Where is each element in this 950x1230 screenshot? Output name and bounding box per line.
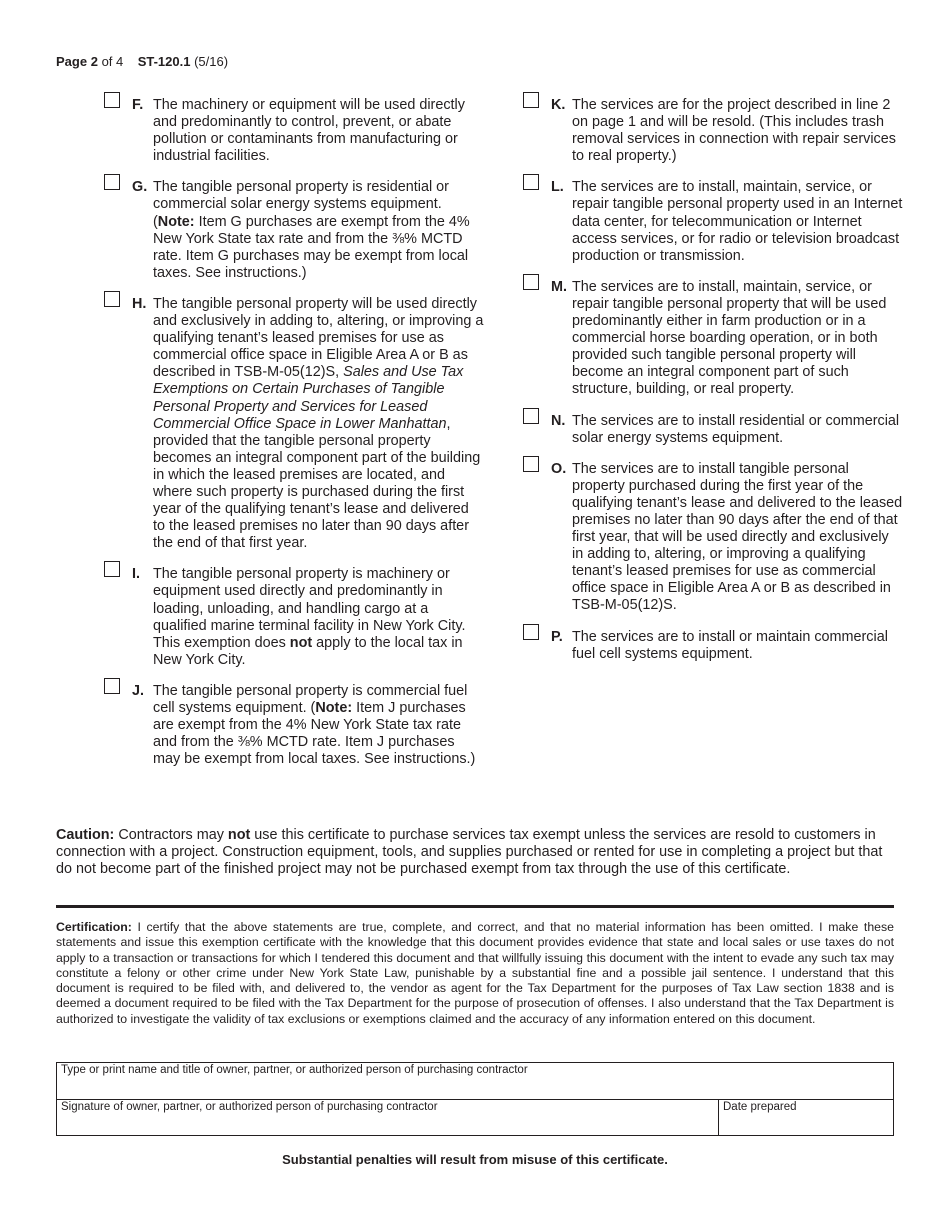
exemption-checkbox-m[interactable] bbox=[523, 274, 539, 290]
exemption-item-i bbox=[104, 561, 484, 669]
exemption-text: The services are to install, maintain, service, or repair tangible personal property used in an Internet data center, for telecommunication or Internet access services, or for radio or television broadcast production or transmission. bbox=[572, 179, 903, 264]
page-header bbox=[56, 54, 228, 69]
page-of: of 4 bbox=[101, 54, 124, 69]
exemption-item-n bbox=[523, 408, 903, 447]
exemption-item-m bbox=[523, 274, 903, 399]
exemption-letter: H. bbox=[132, 295, 147, 312]
caution-notice: Caution: Contractors may not use this certificate to purchase services tax exempt unless the services are resold to customers in connection with a project. Construction equipment, tools, and supplies purchased or rented for use in completing a project but that do not become part of the finished project may not be purchased exempt from tax through the use of this certificate. bbox=[56, 827, 883, 878]
exemption-checkbox-f[interactable] bbox=[104, 92, 120, 108]
exemption-letter: L. bbox=[551, 179, 564, 196]
exemption-text: The services are to install residential or commercial solar energy systems equipment. bbox=[572, 412, 900, 446]
exemption-text: The tangible personal property will be used directly and exclusively in adding to, altering, or improving a qualifying tenant’s leased premises for use as commercial office space in Eligible Area A or B as described in TSB-M-05(12)S, Sales and Use Tax Exemptions on Certain Purchases of Tangible Personal Property and Services for Leased Commercial Office Space in Lower Manhattan, provided that the tangible personal property becomes an integral component part of the building in which the leased premises are located, and where such property is purchased during the first year of the qualifying tenant’s lease and delivered to the leased premises no later than 90 days after the end of that first year. bbox=[153, 295, 484, 552]
date-prepared-label: Date prepared bbox=[723, 1101, 797, 1113]
signature-field bbox=[57, 1100, 719, 1135]
exemption-checkbox-n[interactable] bbox=[523, 408, 539, 424]
certification-statement: Certification: I certify that the above statements are true, complete, and correct, and that no material information has been omitted. I make these statements and issue this exemption certificate with the knowledge that this document provides evidence that state and local sales or use taxes do not apply to a transaction or transactions for which I tendered this document and that willfully issuing this document with the intent to evade any such tax may constitute a felony or other crime under New York State Law, punishable by a substantial fine and a possible jail sentence. I understand that this document is required to be filed with, and delivered to, the vendor as agent for the Tax Department for the purposes of Tax Law section 1838 and is deemed a document required to be filed with the Tax Department for the purpose of prosecution of offenses. I also understand that the Tax Department is authorized to investigate the validity of tax exclusions or exemptions claimed and the accuracy of any information entered on this document. bbox=[56, 920, 894, 1026]
name-title-input[interactable] bbox=[61, 1079, 889, 1097]
exemption-item-j bbox=[104, 678, 484, 768]
exemption-letter: O. bbox=[551, 460, 567, 477]
exemption-checkbox-i[interactable] bbox=[104, 561, 120, 577]
exemption-item-k bbox=[523, 92, 903, 165]
date-prepared-field bbox=[719, 1100, 893, 1135]
left-column bbox=[104, 92, 484, 777]
exemption-letter: G. bbox=[132, 179, 148, 196]
exemption-checkbox-p[interactable] bbox=[523, 624, 539, 640]
exemption-text: The services are to install tangible personal property purchased during the first year of the qualifying tenant’s lease and delivered to the leased premises no later than 90 days after the end of that first year, that will be used directly and exclusively in adding to, altering, or improving a qualifying tenant’s leased premises for use as commercial office space in Eligible Area A or B as described in TSB-M-05(12)S. bbox=[572, 460, 903, 614]
exemption-text: The tangible personal property is commercial fuel cell systems equipment. (Note: Item J purchases are exempt from the 4% New York State tax rate and from the ⅜% MCTD rate. Item J purchases may be exempt from local taxes. See instructions.) bbox=[153, 682, 476, 768]
form-revision: (5/16) bbox=[194, 54, 229, 69]
exemption-checkbox-h[interactable] bbox=[104, 291, 120, 307]
exemption-letter: M. bbox=[551, 278, 567, 295]
exemption-letter: P. bbox=[551, 628, 563, 645]
signature-box bbox=[56, 1062, 894, 1136]
exemption-item-g bbox=[104, 174, 484, 282]
exemption-letter: N. bbox=[551, 412, 566, 429]
exemption-checkbox-k[interactable] bbox=[523, 92, 539, 108]
exemption-text: The services are to install or maintain commercial fuel cell systems equipment. bbox=[572, 628, 888, 662]
exemption-item-h bbox=[104, 291, 484, 552]
signature-label: Signature of owner, partner, or authorized person of purchasing contractor bbox=[61, 1101, 438, 1113]
right-column bbox=[523, 92, 903, 672]
exemption-checkbox-g[interactable] bbox=[104, 174, 120, 190]
exemption-text: The tangible personal property is machinery or equipment used directly and predominantly in loading, unloading, and handling cargo at a qualified marine terminal facility in New York City. This exemption does not apply to the local tax in New York City. bbox=[153, 566, 466, 668]
exemption-letter: J. bbox=[132, 682, 145, 699]
exemption-checkbox-l[interactable] bbox=[523, 174, 539, 190]
exemption-letter: I. bbox=[132, 566, 140, 583]
exemption-item-o bbox=[523, 456, 903, 615]
exemption-text: The machinery or equipment will be used directly and predominantly to control, prevent, or abate pollution or contaminants from manufacturing or industrial facilities. bbox=[153, 97, 465, 165]
page-number: 2 bbox=[90, 54, 98, 69]
exemption-text: The services are for the project described in line 2 on page 1 and will be resold. (This includes trash removal services in connection with repair services to real property.) bbox=[572, 97, 896, 165]
name-title-field bbox=[57, 1063, 893, 1100]
page-label: Page bbox=[56, 54, 88, 69]
exemption-text: The tangible personal property is residential or commercial solar energy systems equipment. (Note: Item G purchases are exempt from the 4% New York State tax rate and from the ⅜% MCTD rate. Item G purchases may be exempt from local taxes. See instructions.) bbox=[153, 179, 470, 281]
section-divider bbox=[56, 905, 894, 908]
exemption-item-l bbox=[523, 174, 903, 264]
penalty-notice: Substantial penalties will result from misuse of this certificate. bbox=[282, 1152, 668, 1167]
exemption-item-p bbox=[523, 624, 903, 663]
signature-input[interactable] bbox=[61, 1116, 714, 1133]
exemption-item-f bbox=[104, 92, 484, 165]
exemption-text: The services are to install, maintain, service, or repair tangible personal property that will be used predominantly either in farm production or in a commercial horse boarding operation, or in both provided such tangible personal property will become an integral component part of such structure, building, or real property. bbox=[572, 278, 887, 398]
exemption-letter: F. bbox=[132, 97, 144, 113]
name-title-label: Type or print name and title of owner, partner, or authorized person of purchasing contractor bbox=[61, 1064, 528, 1076]
date-prepared-input[interactable] bbox=[723, 1116, 889, 1133]
exemption-letter: K. bbox=[551, 97, 566, 113]
form-id: ST-120.1 bbox=[137, 54, 191, 69]
exemption-checkbox-o[interactable] bbox=[523, 456, 539, 472]
exemption-checkbox-j[interactable] bbox=[104, 678, 120, 694]
